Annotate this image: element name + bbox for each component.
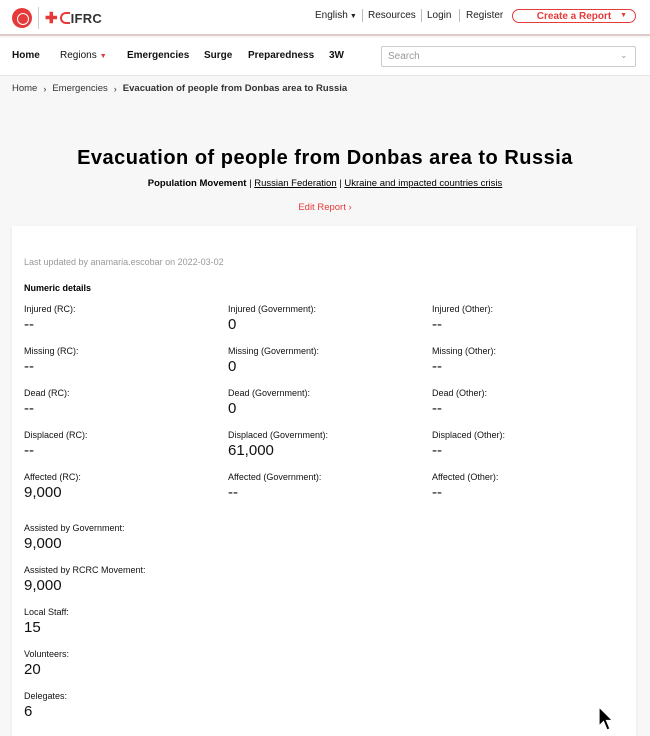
divider [362, 9, 363, 22]
breadcrumb-current: Evacuation of people from Donbas area to Russia [122, 83, 348, 94]
field-label: Injured (RC): [24, 304, 76, 314]
nav-preparedness[interactable]: Preparedness [248, 50, 315, 61]
numeric-details-card [12, 226, 636, 736]
field-label: Affected (Other): [432, 472, 499, 482]
nav-regions[interactable] [60, 50, 107, 61]
field-value: -- [24, 442, 34, 459]
edit-report-label: Edit Report [298, 202, 346, 213]
main-nav [0, 38, 650, 76]
field-value: -- [432, 484, 442, 501]
chevron-right-icon: › [348, 202, 352, 213]
field-value: -- [432, 316, 442, 333]
register-link[interactable]: Register [466, 10, 504, 21]
language-label: English [315, 10, 348, 21]
field-value: 61,000 [228, 442, 274, 459]
chevron-down-icon[interactable]: ⌄ [620, 50, 628, 60]
field-label: Missing (RC): [24, 346, 79, 356]
field-displaced-rc [24, 430, 88, 459]
caret-down-icon: ▼ [99, 53, 107, 60]
field-value: -- [228, 484, 238, 501]
field-value: 20 [24, 661, 41, 678]
field-missing-government [228, 346, 319, 375]
field-label: Missing (Other): [432, 346, 497, 356]
field-value: -- [24, 358, 34, 375]
logo-divider [38, 7, 39, 29]
resources-link[interactable]: Resources [368, 10, 416, 21]
field-value: 0 [228, 358, 237, 375]
caret-down-icon: ▼ [349, 13, 357, 20]
field-affected-rc [24, 472, 81, 501]
page-title: Evacuation of people from Donbas area to Russia [77, 147, 573, 169]
nav-3w[interactable]: 3W [329, 50, 344, 61]
edit-report-link[interactable] [0, 202, 650, 213]
crisis-link[interactable]: Ukraine and impacted countries crisis [344, 178, 503, 189]
field-affected-government [228, 472, 321, 501]
divider [421, 9, 422, 22]
field-label: Injured (Other): [432, 304, 494, 314]
caret-down-icon: ▼ [620, 12, 627, 19]
field-injured-other [432, 304, 493, 333]
field-label: Missing (Government): [228, 346, 320, 356]
field-affected-other [432, 472, 498, 501]
field-label: Volunteers: [24, 649, 70, 659]
field-value: -- [432, 400, 442, 417]
create-report-label: Create a Report [536, 10, 612, 22]
field-dead-government [228, 388, 310, 417]
field-label: Assisted by RCRC Movement: [24, 565, 146, 575]
field-injured-government [228, 304, 316, 333]
chevron-right-icon: › [43, 83, 47, 94]
field-label: Assisted by Government: [24, 523, 125, 533]
page-subtitle [0, 178, 650, 189]
separator: | [249, 178, 255, 189]
field-injured-rc [24, 304, 76, 333]
red-crescent-icon [60, 12, 70, 24]
field-value: -- [24, 316, 34, 333]
field-value: 9,000 [24, 484, 62, 501]
nav-emergencies[interactable]: Emergencies [127, 50, 190, 61]
field-dead-rc [24, 388, 70, 417]
field-value: 9,000 [24, 577, 62, 594]
field-value: -- [432, 358, 442, 375]
chevron-right-icon: › [113, 83, 117, 94]
country-link[interactable]: Russian Federation [254, 178, 337, 189]
field-value: -- [24, 400, 34, 417]
nav-regions-label: Regions [60, 50, 97, 61]
field-volunteers [24, 649, 69, 678]
field-value: 15 [24, 619, 41, 636]
top-bar [0, 0, 650, 36]
field-label: Displaced (RC): [24, 430, 88, 440]
create-report-button[interactable] [512, 9, 636, 23]
section-title: Numeric details [24, 283, 92, 293]
field-label: Dead (Other): [432, 388, 488, 398]
field-label: Displaced (Other): [432, 430, 506, 440]
language-dropdown[interactable] [315, 10, 357, 21]
field-value: 0 [228, 400, 237, 417]
field-missing-rc [24, 346, 79, 375]
field-label: Delegates: [24, 691, 68, 701]
nav-surge[interactable]: Surge [204, 50, 233, 61]
red-cross-icon: ✚ [45, 10, 58, 27]
last-updated: Last updated by anamaria.escobar on 2022-03-02 [24, 257, 224, 267]
field-local-staff [24, 607, 69, 636]
field-label: Injured (Government): [228, 304, 317, 314]
ifrc-emblem-icon [12, 8, 32, 28]
field-displaced-government [228, 430, 328, 459]
disaster-type: Population Movement [147, 178, 247, 189]
field-assisted-government [24, 523, 125, 552]
field-missing-other [432, 346, 496, 375]
divider [459, 9, 460, 22]
ifrc-logo[interactable] [12, 7, 102, 29]
field-value: 6 [24, 703, 33, 720]
field-delegates [24, 691, 67, 720]
field-label: Local Staff: [24, 607, 69, 617]
field-dead-other [432, 388, 487, 417]
breadcrumb [12, 83, 347, 94]
separator: | [339, 178, 345, 189]
field-displaced-other [432, 430, 505, 459]
field-label: Dead (RC): [24, 388, 70, 398]
breadcrumb-home[interactable]: Home [12, 83, 38, 94]
breadcrumb-emergencies[interactable]: Emergencies [52, 83, 108, 94]
field-value: 0 [228, 316, 237, 333]
search-input[interactable] [381, 46, 636, 67]
field-label: Affected (Government): [228, 472, 322, 482]
field-label: Displaced (Government): [228, 430, 329, 440]
mouse-cursor-icon [598, 706, 614, 732]
login-link[interactable]: Login [427, 10, 452, 21]
nav-home[interactable]: Home [12, 50, 40, 61]
brand-name: IFRC [70, 10, 103, 26]
field-value: 9,000 [24, 535, 62, 552]
field-label: Affected (RC): [24, 472, 81, 482]
field-value: -- [432, 442, 442, 459]
field-label: Dead (Government): [228, 388, 311, 398]
field-assisted-rcrc [24, 565, 146, 594]
